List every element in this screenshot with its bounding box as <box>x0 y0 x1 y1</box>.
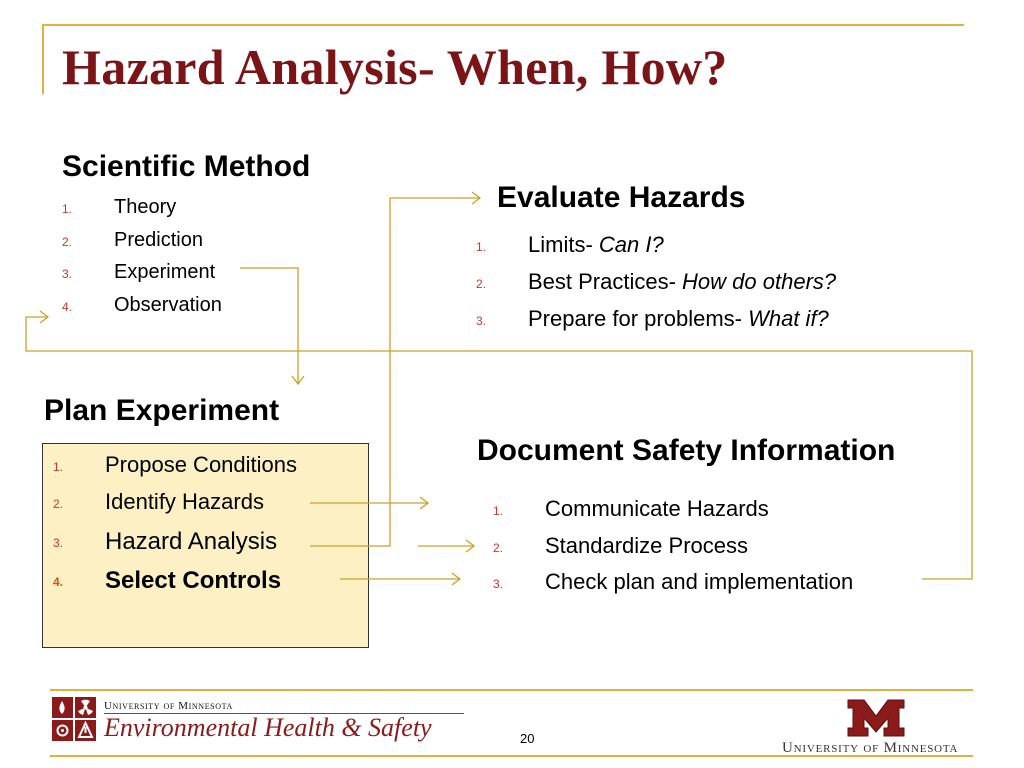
scientific-method-heading: Scientific Method <box>62 150 311 183</box>
ehs-logo-icons <box>52 697 96 741</box>
ehs-name: Environmental Health & Safety <box>104 713 432 742</box>
plan-experiment-heading: Plan Experiment <box>44 394 280 427</box>
footer-rule <box>50 689 973 691</box>
evaluate-hazards-list: 1. Limits- Can I? 2. Best Practices- How do others? 3. Prepare for problems- What if? <box>476 232 837 331</box>
slide-title: Hazard Analysis- When, How? <box>62 39 728 95</box>
arrow-loop-to-observation <box>26 317 972 579</box>
evaluate-hazards-heading: Evaluate Hazards <box>497 181 746 214</box>
document-safety-list: 1. Communicate Hazards 2. Standardize Process 3. Check plan and implementation <box>493 496 854 594</box>
arrow-hazard-analysis-to-evaluate <box>310 198 480 546</box>
university-small-label: University of Minnesota <box>104 700 233 712</box>
page-number: 20 <box>520 731 535 746</box>
arrow-experiment-to-plan <box>240 268 298 384</box>
scientific-method-list: 1. Theory 2. Prediction 3. Experiment 4. Observation <box>62 196 222 316</box>
block-m-icon <box>846 698 906 738</box>
umn-name: University of Minnesota <box>782 740 959 756</box>
document-safety-heading: Document Safety Information <box>477 434 896 467</box>
plan-experiment-list: 1. Propose Conditions 2. Identify Hazards 3. Hazard Analysis 4. Select Controls <box>53 452 298 594</box>
hazard-symbols-icon <box>52 697 96 741</box>
umn-logo <box>846 698 906 738</box>
